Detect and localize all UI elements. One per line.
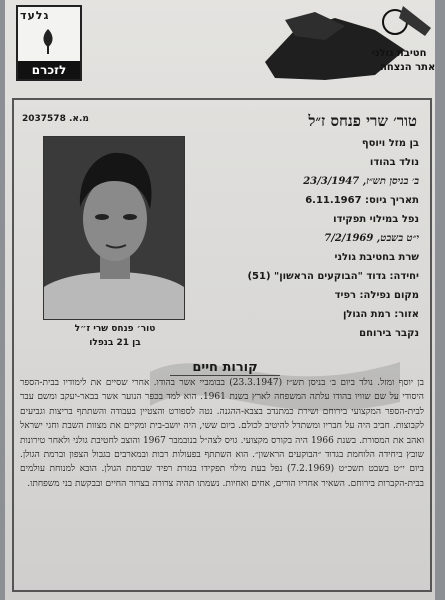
fact-birth-date: ב׳ בניסן תש״ז, 23/3/1947: [303, 176, 419, 187]
fact-parents: בן מזל ויוסף: [361, 138, 419, 149]
fact-burial: נקבר בירוחם: [359, 328, 419, 339]
personal-id-number: מ.א. 2037578: [22, 114, 89, 124]
photo-caption-age: בן 21 בנפלו: [89, 338, 141, 348]
fact-area: אזור: רמת הגולן: [342, 309, 419, 320]
fact-list: [209, 134, 419, 343]
golani-emblem: [255, 0, 440, 86]
photo-caption-name: טור׳ פנחס שרי ז״ל: [74, 324, 156, 334]
tree-icon: [36, 27, 60, 55]
gilad-logo: [16, 5, 82, 81]
emblem-line2: אתר הנצחה: [380, 62, 436, 73]
fact-brigade: שרת בחטיבת גולני: [334, 252, 419, 263]
fact-place-of-death: מקום נפילה: רפיד: [334, 290, 419, 301]
fact-fell-on-duty: נפל במילוי תפקידו: [333, 214, 419, 225]
biography-text: בן יוסף ומזל. נולד ביום ב׳ בניסן תש״ז (23.3.1947) בבומביי אשר בהודו. אחרי שסיים את לימודיו בבית-הספר היסודי על שם שוויו בהודו עלתה המשפחה לארץ בשנת 1961. הוא למד בכפר הנוער אשר בבאר-יעקב ומשם עבר לבית-הספר המקצועי בירוחם ושירת כמתנדב בצבא-ההגנה. נטה לספורט והצטיין בעבודה והשתתף בריצות וגביעים לקבוצות. חביב היה על חבריו ומשתדל להיטיב לכולם. ביום ששי, היה יושב-בית ומקיים את מצוות השבת וחגי ישראל ואהב את המסורת. בשנת 1966 היה בקורס מקצועי. גויס לצה״ל בנובמבר 1967 והוצב לחטיבת גולני ולאחר טירונות שובץ ביחידה הלוחמת בגדוד ״הבוקעים הראשון״. הוא השתתף בפעולות רבות ובמארבים בגבול הצפון וברמת הגולן. ביום י״ט בשבט תשכ״ט (7.2.1969) נפל בעת מילוי תפקידו בגזרת רפיד שברמת הגולן. הובא למנוחת עולמים בבית-הקברות בירוחם. השאיר אחריו הורים, אחים ואחיות. נשמתו תהיה צרורה בצרור החיים ובבקשת בני משפחתו.: [20, 378, 424, 489]
portrait-drawing: [44, 137, 184, 319]
logo-bottom-text: לזכרם: [18, 61, 80, 79]
logo-top-text: גלעד: [20, 9, 50, 22]
biography-heading: קורות חיים: [170, 360, 280, 376]
fact-death-date: י״ט בשבט, 7/2/1969: [324, 233, 419, 244]
emblem-line1: חטיבת גולני: [372, 48, 427, 59]
fact-enlistment-date: תאריך גיוס: 6.11.1967: [305, 195, 419, 206]
fact-unit: יחידה: גדוד "הבוקעים הראשון" (51): [247, 271, 419, 282]
soldier-portrait: [43, 136, 185, 320]
fact-birthplace: נולד בהודו: [369, 157, 419, 168]
soldier-name-title: טור׳ שרי פנחס ז״ל: [308, 112, 417, 130]
